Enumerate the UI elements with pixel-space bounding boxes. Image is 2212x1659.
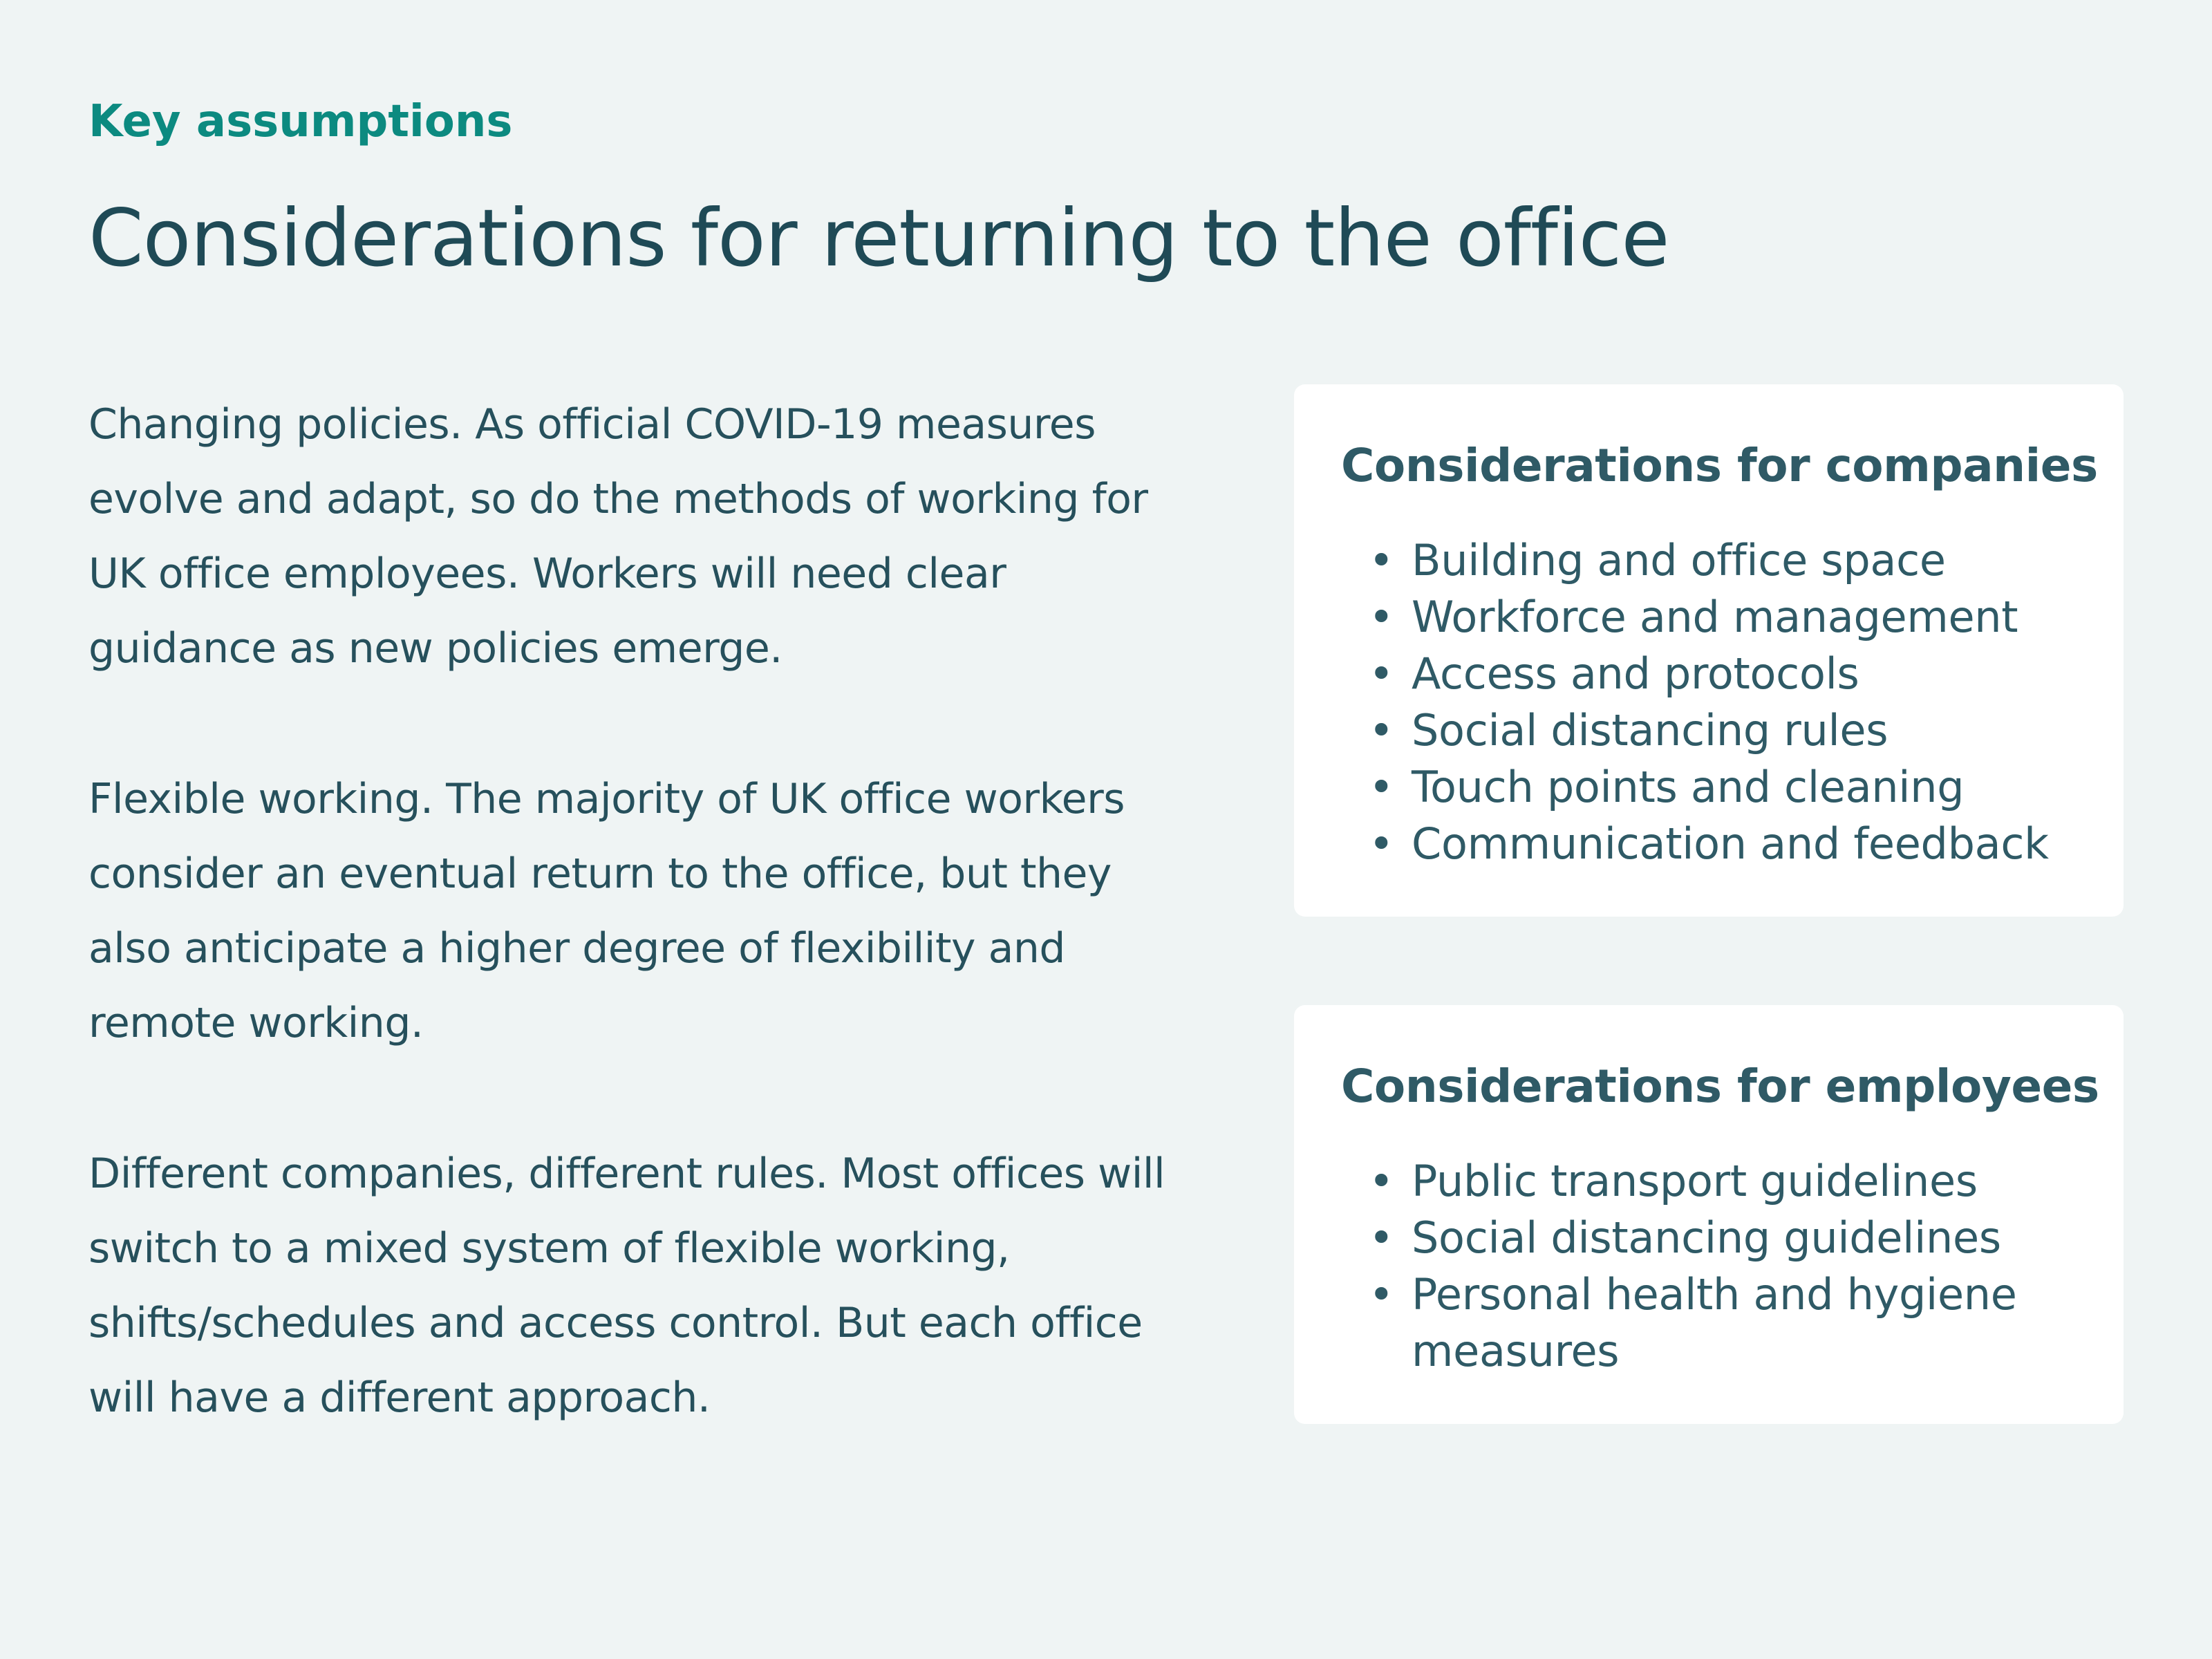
body-text-column: [88, 387, 1167, 1511]
list-item-label: Social distancing rules: [1412, 705, 1888, 756]
paragraph-different-rules: Different companies, different rules. Most offices will switch to a mixed system of flexible working, shifts/schedules and access control. But each office will have a different approach.: [88, 1150, 1165, 1422]
bullet-icon: •: [1369, 535, 1394, 585]
list-item: [1341, 532, 2077, 589]
list-item: [1341, 1210, 2077, 1266]
companies-card: [1294, 384, 2124, 917]
bullet-icon: •: [1369, 1212, 1394, 1263]
bullet-icon: •: [1369, 1269, 1394, 1320]
list-item: [1341, 702, 2077, 759]
list-item-label: Social distancing guidelines: [1412, 1212, 2001, 1263]
employees-card: [1294, 1005, 2124, 1424]
bullet-icon: •: [1369, 592, 1394, 642]
bullet-icon: •: [1369, 648, 1394, 699]
bullet-icon: •: [1369, 762, 1394, 812]
list-item-label: Access and protocols: [1412, 648, 1859, 699]
list-item-label: Touch points and cleaning: [1412, 762, 1965, 812]
companies-list: [1341, 532, 2077, 872]
section-eyebrow: Key assumptions: [88, 96, 513, 147]
list-item-label: Building and office space: [1412, 535, 1946, 585]
list-item: [1341, 1153, 2077, 1210]
list-item-label: Communication and feedback: [1412, 818, 2049, 869]
list-item: [1341, 1266, 2077, 1380]
list-item-label: Public transport guidelines: [1412, 1156, 1978, 1206]
page-title: Considerations for returning to the office: [88, 192, 1669, 284]
bullet-icon: •: [1369, 705, 1394, 756]
employees-list: [1341, 1153, 2077, 1380]
bullet-icon: •: [1369, 818, 1394, 869]
employees-card-title: Considerations for employees: [1341, 1060, 2099, 1113]
list-item-label: Personal health and hygiene measures: [1412, 1269, 2017, 1376]
list-item: [1341, 589, 2077, 646]
list-item: [1341, 816, 2077, 872]
bullet-icon: •: [1369, 1156, 1394, 1206]
list-item: [1341, 759, 2077, 816]
companies-card-title: Considerations for companies: [1341, 439, 2098, 492]
paragraph-flexible-working: Flexible working. The majority of UK office workers consider an eventual return to the office, but they also anticipate a higher degree of flexibility and remote working.: [88, 775, 1125, 1047]
list-item-label: Workforce and management: [1412, 592, 2018, 642]
paragraph-changing-policies: Changing policies. As official COVID-19 measures evolve and adapt, so do the methods of working for UK office employees. Workers will need clear guidance as new policies emerge.: [88, 400, 1148, 673]
list-item: [1341, 646, 2077, 702]
